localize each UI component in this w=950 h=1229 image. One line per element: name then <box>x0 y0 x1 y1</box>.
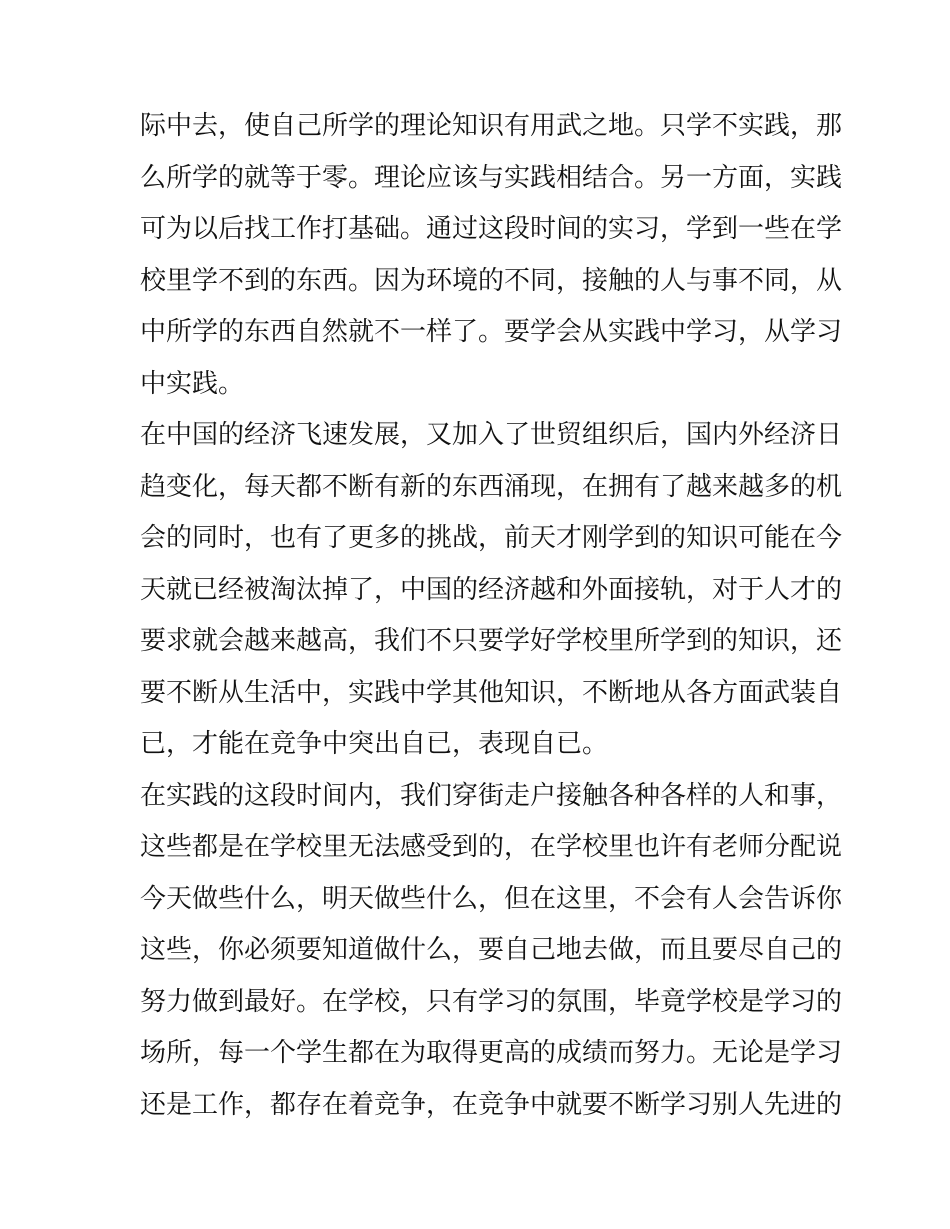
text-line: 中所学的东西自然就不一样了。要学会从实践中学习，从学习 <box>140 317 843 347</box>
text-line: 么所学的就等于零。理论应该与实践相结合。另一方面，实践 <box>140 162 843 193</box>
text-line: 努力做到最好。在学校，只有学习的氛围，毕竟学校是学习的 <box>140 986 843 1017</box>
text-line: 今天做些什么，明天做些什么，但在这里，不会有人会告诉你 <box>140 883 843 914</box>
text-line: 趋变化，每天都不断有新的东西涌现，在拥有了越来越多的机 <box>140 471 843 502</box>
document-body <box>140 101 843 1131</box>
text-line: 际中去，使自己所学的理论知识有用武之地。只学不实践，那 <box>140 111 843 141</box>
text-line: 这些都是在学校里无法感受到的，在学校里也许有老师分配说 <box>140 832 843 862</box>
paragraph-3 <box>140 771 843 1132</box>
paragraph-1 <box>140 101 843 410</box>
text-line: 要求就会越来越高，我们不只要学好学校里所学到的知识，还 <box>140 626 843 656</box>
text-line: 在中国的经济飞速发展，又加入了世贸组织后，国内外经济日 <box>140 420 843 450</box>
text-line: 中实践。 <box>140 368 245 399</box>
text-line: 天就已经被淘汰掉了，中国的经济越和外面接轨，对于人才的 <box>140 574 843 605</box>
text-line: 场所，每一个学生都在为取得更高的成绩而努力。无论是学习 <box>140 1038 843 1068</box>
text-line: 校里学不到的东西。因为环境的不同，接触的人与事不同，从 <box>140 265 843 296</box>
text-line: 要不断从生活中，实践中学其他知识，不断地从各方面武装自 <box>140 677 843 708</box>
text-line: 这些，你必须要知道做什么，要自己地去做，而且要尽自己的 <box>140 935 843 965</box>
text-line: 在实践的这段时间内，我们穿街走户接触各种各样的人和事， <box>140 780 843 811</box>
text-line: 还是工作，都存在着竞争，在竞争中就要不断学习别人先进的 <box>140 1089 843 1120</box>
text-line: 已，才能在竞争中突出自已，表现自已。 <box>140 729 609 759</box>
text-line: 可为以后找工作打基础。通过这段时间的实习，学到一些在学 <box>140 214 843 244</box>
paragraph-2 <box>140 410 843 771</box>
text-line: 会的同时，也有了更多的挑战，前天才刚学到的知识可能在今 <box>140 523 843 553</box>
